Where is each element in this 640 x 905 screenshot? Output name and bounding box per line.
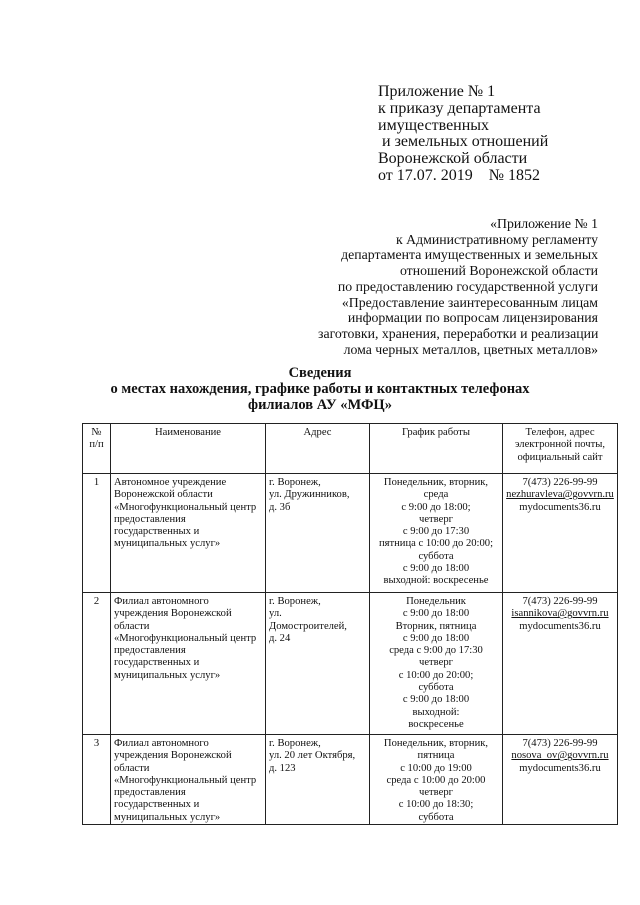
reglament-line: «Предоставление заинтересованным лицам bbox=[341, 294, 598, 310]
approval-line: и земельных отношений bbox=[378, 133, 549, 151]
schedule-cell bbox=[370, 474, 503, 593]
header-text: Адрес bbox=[303, 427, 332, 438]
header-text: п/п bbox=[89, 439, 104, 451]
heading-line: Сведения bbox=[288, 365, 352, 381]
address-line: г. Воронеж, bbox=[269, 477, 321, 488]
schedule-line: суббота bbox=[418, 682, 454, 694]
contacts-cell bbox=[503, 593, 618, 735]
address-cell bbox=[266, 593, 370, 735]
institution-name-line: учреждения Воронежской bbox=[114, 608, 232, 620]
institution-name-line: Филиал автономного bbox=[114, 738, 209, 749]
header-text: Наименование bbox=[155, 427, 221, 438]
schedule-line: с 9:00 до 17:30 bbox=[402, 526, 470, 538]
institution-name-line: учреждения Воронежской bbox=[114, 750, 232, 762]
row-number: 3 bbox=[83, 735, 111, 825]
schedule-line: с 10:00 до 19:00 bbox=[400, 762, 472, 774]
institution-name-line: предоставления bbox=[114, 513, 186, 525]
email-link[interactable]: nezhuravleva@govvrn.ru bbox=[506, 489, 614, 501]
schedule-line: суббота bbox=[418, 550, 454, 562]
schedule-line: с 9:00 до 18:00 bbox=[402, 694, 470, 706]
schedule-line: Понедельник, вторник, bbox=[383, 738, 489, 749]
institution-name-line: «Многофункциональный центр bbox=[114, 501, 257, 513]
row-number: 2 bbox=[83, 593, 111, 735]
approval-line: Приложение № 1 bbox=[378, 83, 496, 100]
phone-number: 7(473) 226-99-99 bbox=[522, 596, 598, 607]
schedule-line: четверг bbox=[419, 513, 453, 525]
row-number: 1 bbox=[83, 474, 111, 593]
contacts-cell bbox=[503, 474, 618, 593]
institution-name-line: области bbox=[114, 620, 150, 632]
heading-line: о местах нахождения, графике работы и контактных телефонах bbox=[110, 381, 530, 397]
header-contacts bbox=[503, 424, 618, 474]
reglament-line: «Приложение № 1 bbox=[490, 216, 598, 231]
institution-name-line: «Многофункциональный центр bbox=[114, 774, 257, 786]
reglament-line: отношений Воронежской области bbox=[399, 263, 598, 279]
approval-line: имущественных bbox=[378, 116, 490, 134]
address-line: д. 3б bbox=[269, 501, 291, 513]
schedule-line: с 9:00 до 18:00 bbox=[402, 632, 470, 644]
email-line bbox=[506, 750, 614, 762]
institution-name-line: Воронежской области bbox=[114, 489, 213, 501]
table-row bbox=[83, 593, 618, 735]
address-line: г. Воронеж, bbox=[269, 738, 321, 749]
reglament-line: заготовки, хранения, переработки и реализации bbox=[318, 325, 599, 341]
institution-name-cell bbox=[111, 593, 266, 735]
schedule-line: четверг bbox=[419, 657, 453, 669]
table-row bbox=[83, 474, 618, 593]
address-line: г. Воронеж, bbox=[269, 596, 321, 607]
schedule-line: с 9:00 до 18:00 bbox=[402, 608, 470, 620]
reglament-reference-block bbox=[318, 216, 598, 357]
header-text: Телефон, адрес bbox=[525, 427, 595, 438]
institution-name-line: Филиал автономного bbox=[114, 596, 209, 607]
schedule-line: пятница с 10:00 до 20:00; bbox=[378, 538, 494, 550]
reglament-line: лома черных металлов, цветных металлов» bbox=[343, 341, 598, 357]
table-header-row bbox=[83, 424, 618, 474]
header-text: официальный сайт bbox=[517, 451, 603, 463]
approval-line: к приказу департамента bbox=[378, 99, 541, 117]
address-line: д. 123 bbox=[269, 762, 296, 774]
schedule-line: с 9:00 до 18:00; bbox=[401, 501, 471, 513]
header-name bbox=[111, 424, 266, 474]
email-line bbox=[506, 489, 614, 501]
reglament-line: по предоставлению государственной услуги bbox=[337, 278, 598, 294]
institution-name-line: муниципальных услуг» bbox=[114, 811, 221, 823]
institution-name-line: государственных и bbox=[114, 657, 200, 669]
reglament-line: информации по вопросам лицензирования bbox=[347, 310, 598, 326]
reglament-line: к Административному регламенту bbox=[395, 231, 598, 247]
address-cell bbox=[266, 735, 370, 825]
mfc-branches-table bbox=[82, 423, 618, 825]
schedule-line: с 9:00 до 18:00 bbox=[402, 563, 470, 575]
reglament-line: департамента имущественных и земельных bbox=[341, 247, 598, 263]
address-line: Домостроителей, bbox=[269, 620, 347, 632]
email-line bbox=[506, 608, 614, 620]
website-text: mydocuments36.ru bbox=[519, 762, 601, 774]
header-text: График работы bbox=[401, 427, 471, 438]
schedule-line: четверг bbox=[419, 787, 453, 799]
institution-name-line: предоставления bbox=[114, 787, 186, 799]
contacts-cell bbox=[503, 735, 618, 825]
institution-name-line: муниципальных услуг» bbox=[114, 669, 221, 681]
approval-line: Воронежской области bbox=[378, 150, 528, 168]
institution-name-line: Автономное учреждение bbox=[114, 477, 227, 488]
schedule-line: выходной: воскресенье bbox=[383, 575, 489, 587]
schedule-line: Понедельник bbox=[406, 596, 466, 607]
schedule-line: суббота bbox=[418, 811, 454, 823]
approval-line: от 17.07. 2019 № 1852 bbox=[378, 166, 541, 184]
phone-number: 7(473) 226-99-99 bbox=[522, 477, 598, 488]
address-line: ул. 20 лет Октября, bbox=[269, 750, 356, 762]
schedule-line: Понедельник, вторник, bbox=[383, 477, 489, 488]
header-address bbox=[266, 424, 370, 474]
address-line: ул. bbox=[269, 608, 282, 620]
institution-name-line: государственных и bbox=[114, 799, 200, 811]
institution-name-line: предоставления bbox=[114, 645, 186, 657]
schedule-line: среда bbox=[423, 489, 449, 501]
address-line: д. 24 bbox=[269, 632, 291, 644]
header-number bbox=[83, 424, 111, 474]
institution-name-line: «Многофункциональный центр bbox=[114, 632, 257, 644]
approval-block bbox=[378, 84, 548, 185]
website-text: mydocuments36.ru bbox=[519, 501, 601, 513]
schedule-line: воскресенье bbox=[408, 718, 464, 730]
institution-name-line: государственных и bbox=[114, 526, 200, 538]
institution-name-line: области bbox=[114, 762, 150, 774]
schedule-cell bbox=[370, 593, 503, 735]
table-row bbox=[83, 735, 618, 825]
institution-name-cell bbox=[111, 735, 266, 825]
header-text: № bbox=[91, 427, 102, 438]
email-link[interactable]: isannikova@govvrn.ru bbox=[511, 608, 609, 620]
schedule-line: среда с 10:00 до 20:00 bbox=[386, 774, 486, 786]
institution-name-cell bbox=[111, 474, 266, 593]
schedule-line: Вторник, пятница bbox=[395, 620, 477, 632]
document-heading bbox=[0, 365, 640, 413]
header-text: электронной почты, bbox=[514, 439, 606, 451]
email-link[interactable]: nosova_ov@govvrn.ru bbox=[511, 750, 609, 762]
address-cell bbox=[266, 474, 370, 593]
schedule-line: с 10:00 до 18:30; bbox=[398, 799, 474, 811]
address-line: ул. Дружинников, bbox=[269, 489, 350, 501]
schedule-cell bbox=[370, 735, 503, 825]
institution-name-line: муниципальных услуг» bbox=[114, 538, 221, 550]
phone-number: 7(473) 226-99-99 bbox=[522, 738, 598, 749]
schedule-line: среда с 9:00 до 17:30 bbox=[389, 645, 483, 657]
schedule-line: с 10:00 до 20:00; bbox=[398, 669, 474, 681]
header-schedule bbox=[370, 424, 503, 474]
website-text: mydocuments36.ru bbox=[519, 620, 601, 632]
schedule-line: выходной: bbox=[412, 706, 460, 718]
heading-line: филиалов АУ «МФЦ» bbox=[248, 397, 392, 413]
schedule-line: пятница bbox=[417, 750, 455, 762]
